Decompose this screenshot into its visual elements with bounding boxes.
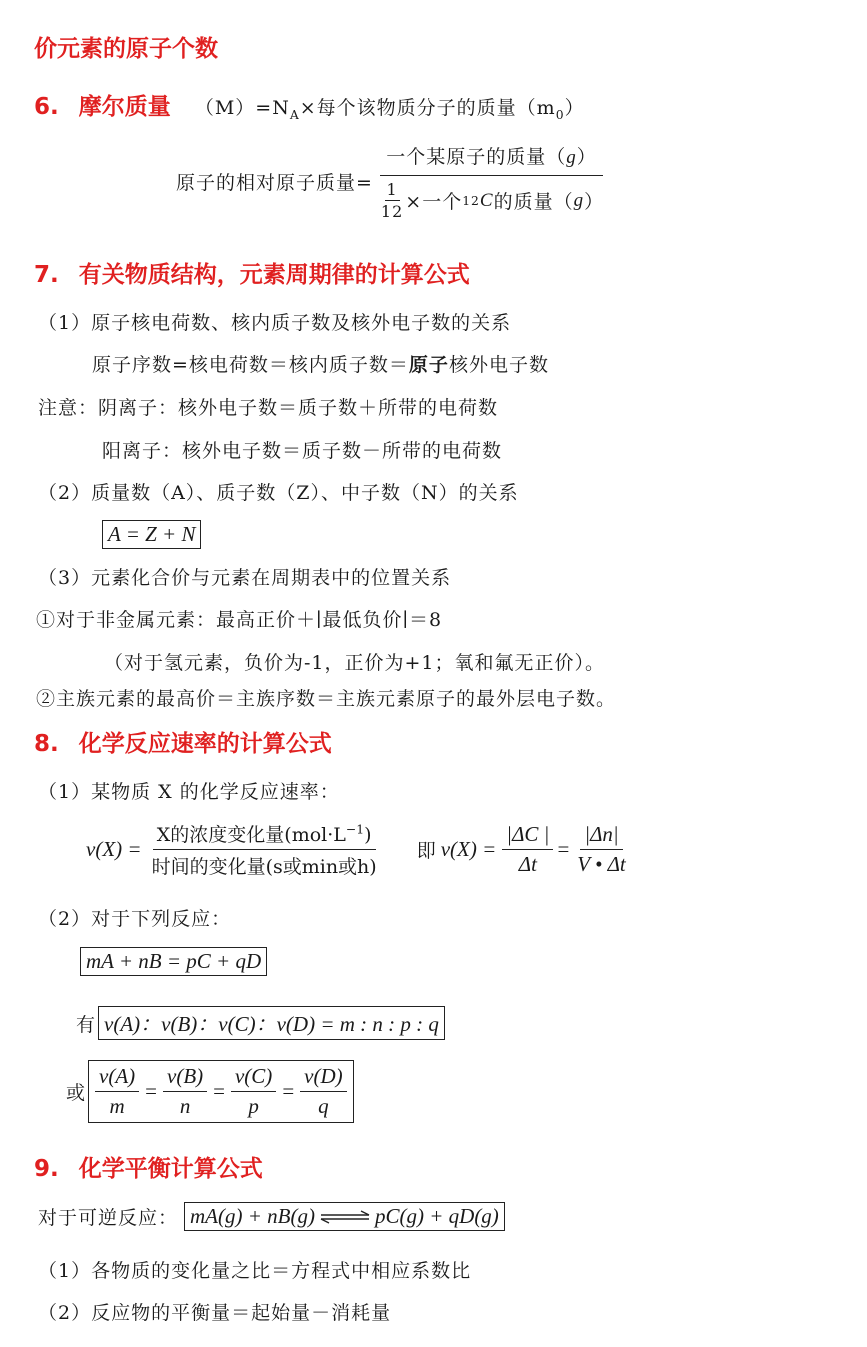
section-8-title: 化学反应速率的计算公式 [78, 731, 332, 757]
rate-ratio-row [76, 1006, 445, 1040]
relative-mass-fraction [373, 142, 610, 221]
rate-formula: v(X) = $\frac{X的浓度变化量(mol\cdot L^{-1})}{\text{时间的变化量(s或min或h)}}$ 即 v(X) = $\frac{|\Delta C |}{\Delta t}$ = $\frac{|\Delta n|}{V • \Delta t}$ [86, 820, 630, 879]
s7-item-3: （3）元素化合价与元素在周期表中的位置关系 [38, 567, 452, 589]
fraction-vb-n: $\frac{v(B)}{n}$ [163, 1064, 207, 1119]
delta-c-fraction: $\frac{|\Delta C |}{\Delta t}$ [502, 822, 553, 877]
s7-item-1: （1）原子核电荷数、核内质子数及核外电子数的关系 [38, 312, 512, 334]
rate-lhs: v(X) = [86, 837, 142, 861]
section-6-number: 6. [34, 94, 59, 120]
s7-item-2: （2）质量数（A）、质子数（Z）、中子数（N）的关系 [38, 482, 519, 504]
you-label: 有 [76, 1013, 97, 1036]
rate-fraction-row [66, 1060, 354, 1123]
reaction-equation: mA + nB = pC + qD [80, 947, 267, 976]
reversible-label: 对于可逆反应： [38, 1207, 179, 1229]
delta-n-fraction: $\frac{|\Delta n|}{V • \Delta t}$ [577, 822, 626, 876]
rate-fractions-box: $\frac{v(A)}{m}$ = $\frac{v(B)}{n}$ = $\frac{v(C)}{p}$ = $\frac{v(D)}{q}$ [88, 1060, 354, 1123]
section-7-number: 7. [34, 262, 59, 288]
relative-mass-numerator: 一个某原子的质量（g） [380, 142, 603, 176]
s7-hydrogen-note: （对于氢元素，负价为-1，正价为+1；氧和氟无正价）。 [104, 652, 606, 674]
mass-number-formula: A = Z + N [102, 520, 201, 549]
molar-mass-formula: $(M)=N_A\times$每个该物质分子的质量$(m_0)$ [194, 97, 585, 122]
section-6-title: 摩尔质量 [78, 94, 171, 120]
relative-atomic-mass-formula [176, 142, 610, 221]
s7-item-1-relation: 原子序数=核电荷数＝核内质子数＝原子核外电子数 [92, 354, 549, 376]
s9-item-2: （2）反应物的平衡量＝起始量－消耗量 [38, 1302, 392, 1324]
rate-ji: 即 [416, 840, 437, 862]
section-7-title: 有关物质结构，元素周期律的计算公式 [78, 262, 470, 288]
reversible-equation: mA(g) + nB(g) pC(g) + qD(g) [184, 1202, 505, 1231]
s8-item-2: （2）对于下列反应： [38, 908, 232, 930]
s8-item-1: （1）某物质 X 的化学反应速率： [38, 781, 340, 803]
s7-note-anion: 注意：阴离子：核外电子数＝质子数＋所带的电荷数 [38, 397, 499, 419]
rate-ratio: v(A)：v(B)：v(C)：v(D) = m : n : p : q [98, 1006, 445, 1040]
relative-mass-denominator: $\frac{1}{12}$ ×一个 12 C 的质量（ g ） [380, 180, 605, 221]
section-9-heading [34, 1150, 263, 1183]
rate-lhs-2: v(X) = [440, 837, 497, 861]
huo-label: 或 [66, 1082, 87, 1104]
fraction-vd-q: $\frac{v(D)}{q}$ [300, 1064, 346, 1119]
fraction-va-m: $\frac{v(A)}{m}$ [95, 1064, 139, 1119]
fraction-vc-p: $\frac{v(C)}{p}$ [231, 1064, 276, 1119]
one-twelfth: $\frac{1}{12}$ [380, 180, 404, 221]
section-8-number: 8. [34, 731, 59, 757]
s7-note-cation: 阳离子：核外电子数＝质子数－所带的电荷数 [102, 440, 503, 462]
rate-numerator: X的浓度变化量$(mol\cdot L^{-1})$ [153, 820, 376, 850]
reversible-reaction-row [38, 1202, 505, 1231]
section-7-heading [34, 256, 470, 289]
section-9-number: 9. [34, 1156, 59, 1182]
section-8-heading [34, 725, 332, 758]
rate-fraction [148, 820, 381, 879]
section-title-valence: 价元素的原子个数 [34, 36, 218, 62]
s9-item-1: （1）各物质的变化量之比＝方程式中相应系数比 [38, 1260, 472, 1282]
section-9-title: 化学平衡计算公式 [78, 1156, 263, 1182]
rate-denominator: 时间的变化量(s或min或h) [151, 856, 377, 878]
s7-nonmetal-rule: ①对于非金属元素：最高正价＋∣最低负价∣＝8 [36, 609, 443, 631]
section-6-heading [34, 88, 585, 122]
relative-mass-label: 原子的相对原子质量= [176, 172, 373, 194]
s7-main-group-rule: ②主族元素的最高价＝主族序数＝主族元素原子的最外层电子数。 [36, 688, 617, 710]
reversible-arrow-icon [319, 1210, 371, 1224]
